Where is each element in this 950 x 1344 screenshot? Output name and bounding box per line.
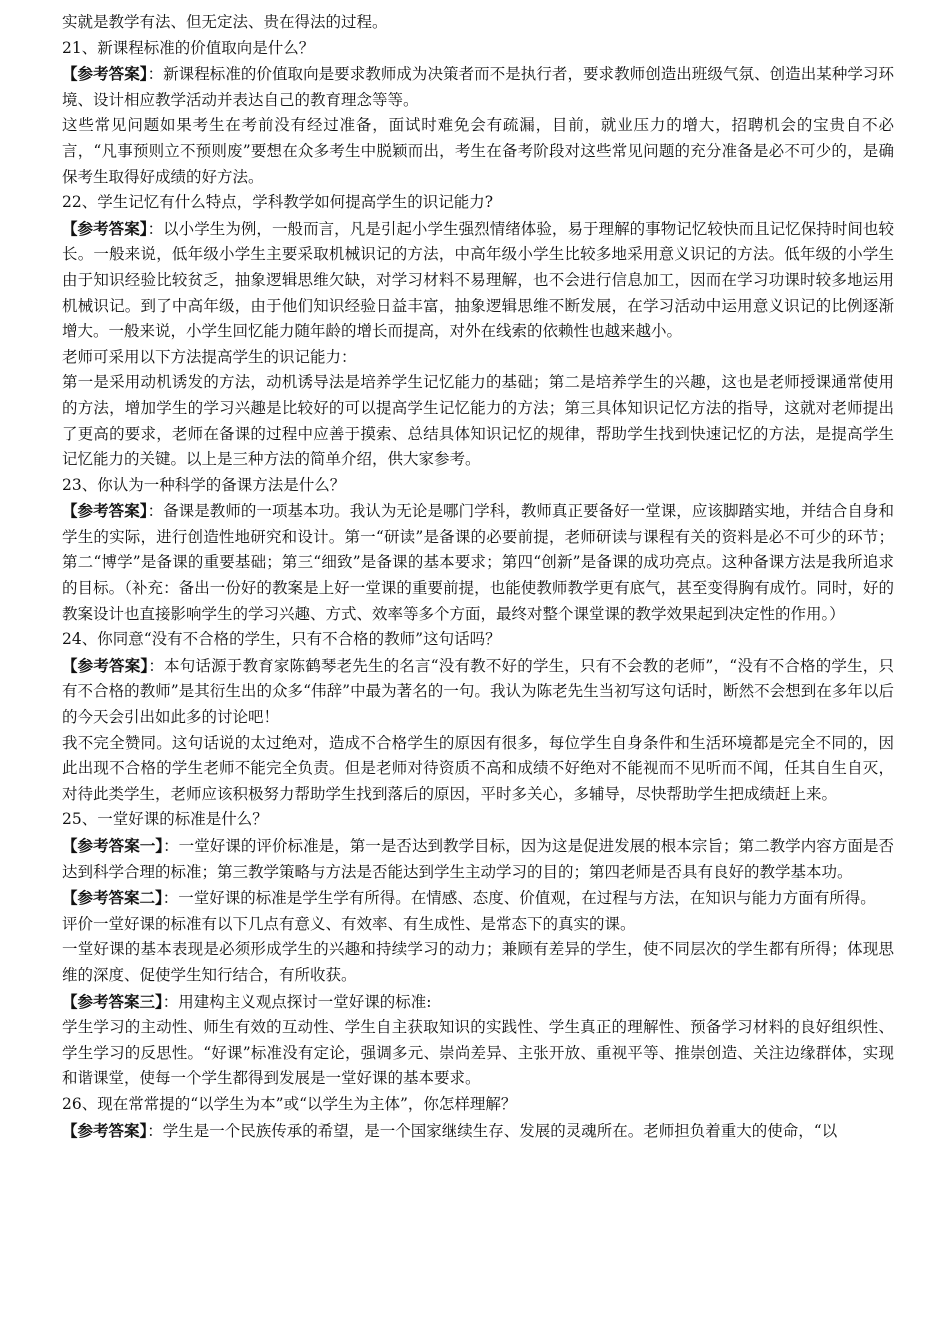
answer-text: ：一堂好课的评价标准是，第一是否达到教学目标，因为这是促进发展的根本宗旨；第二教学内容方面是否达到科学合理的标准；第三教学策略与方法是否能达到学生主动学习的目的；第四老师是否具有良好的教学基本功。 bbox=[62, 837, 894, 881]
paragraph-text: 第一是采用动机诱发的方法，动机诱导法是培养学生记忆能力的基础；第二是培养学生的兴趣，这也是老师授课通常使用的方法，增加学生的学习兴趣是比较好的可以提高学生记忆能力的方法；第三具体知识记忆方法的指导，这就对老师提出了更高的要求，老师在备课的过程中应善于摸索、总结具体知识记忆的规律，帮助学生找到快速记忆的方法，是提高学生记忆能力的关键。以上是三种方法的简单介绍，供大家参考。 bbox=[62, 373, 894, 469]
answer-tag: 【参考答案】 bbox=[62, 655, 149, 675]
answer-tag: 【参考答案】 bbox=[62, 501, 148, 521]
answer-text: ：一堂好课的标准是学生学有所得。在情感、态度、价值观，在过程与方法，在知识与能力方面有所得。 bbox=[162, 889, 876, 908]
paragraph-text: 实就是教学有法、但无定法、贵在得法的过程。 bbox=[62, 13, 388, 31]
question-text: 24、你同意“没有不合格的学生，只有不合格的教师”这句话吗？ bbox=[62, 630, 501, 649]
answer-21 bbox=[62, 61, 894, 113]
answer-tag: 【参考答案】 bbox=[62, 218, 148, 238]
paragraph-opinion bbox=[62, 731, 894, 808]
question-23 bbox=[62, 473, 894, 499]
paragraph-text: 这些常见问题如果考生在考前没有经过准备，面试时难免会有疏漏，目前，就业压力的增大，招聘机会的宝贵自不必言，“凡事预则立不预则废”要想在众多考生中脱颖而出，考生在备考阶段对这些常见问题的充分准备是必不可少的，是确保考生取得好成绩的好方法。 bbox=[62, 116, 894, 186]
answer-tag: 【参考答案三】 bbox=[62, 991, 163, 1011]
answer-25-2 bbox=[62, 885, 894, 912]
answer-22 bbox=[62, 216, 894, 345]
answer-text: ：备课是教师的一项基本功。我认为无论是哪门学科，教师真正要备好一堂课，应该脚踏实地，并结合自身和学生的实际，进行创造性地研究和设计。第一“研读”是备课的必要前提，老师研读与课程有关的资料是必不可少的环节；第二“博学”是备课的重要基础；第三“细致”是备课的基本要求；第四“创新”是备课的成功亮点。这种备课方法是我所追求的目标。（补充：备出一份好的教案是上好一堂课的重要前提，也能使教师教学更有底气，甚至变得胸有成竹。同时，好的教案设计也直接影响学生的学习兴趣、方式、效率等多个方面，最终对整个课堂课的教学效果起到决定性的作用。） bbox=[62, 502, 894, 623]
paragraph-text: 老师可采用以下方法提高学生的识记能力： bbox=[62, 347, 357, 366]
answer-24 bbox=[62, 653, 894, 731]
question-text: 26、现在常常提的“以学生为本”或“以学生为主体”，你怎样理解？ bbox=[62, 1094, 517, 1113]
question-26 bbox=[62, 1092, 894, 1118]
answer-tag: 【参考答案二】 bbox=[62, 888, 163, 908]
paragraph-text: 评价一堂好课的标准有以下几点有意义、有效率、有生成性、是常态下的真实的课。 bbox=[62, 914, 636, 933]
answer-text: ：以小学生为例，一般而言，凡是引起小学生强烈情绪体验，易于理解的事物记忆较快而且记忆保持时间也较长。一般来说，低年级小学生主要采取机械识记的方法，中高年级小学生比较多地采用意义识记的方法。低年级的小学生由于知识经验比较贫乏，抽象逻辑思维欠缺，对学习材料不易理解，也不会进行信息加工，因而在学习功课时较多地运用机械识记。到了中高年级，由于他们知识经验日益丰富，抽象逻辑思维不断发展，在学习活动中运用意义识记的比例逐渐增大。一般来说，小学生回忆能力随年龄的增长而提高，对外在线索的依赖性也越来越小。 bbox=[62, 219, 894, 341]
answer-text: ：本句话源于教育家陈鹤琴老先生的名言“没有教不好的学生，只有不会教的老师”，“没有不合格的学生，只有不合格的教师”是其衍生出的众多“伟辞”中最为著名的一句。我认为陈老先生当初写这句话时，断然不会想到在多年以后的今天会引出如此多的讨论吧！ bbox=[62, 656, 894, 727]
paragraph-continuation bbox=[62, 10, 894, 36]
answer-25-3 bbox=[62, 989, 894, 1016]
answer-text: ：用建构主义观点探讨一堂好课的标准: bbox=[162, 992, 432, 1011]
paragraph-methods-intro bbox=[62, 345, 894, 371]
question-text: 23、你认为一种科学的备课方法是什么？ bbox=[62, 475, 346, 494]
paragraph-note bbox=[62, 113, 894, 190]
question-25 bbox=[62, 807, 894, 833]
paragraph-performance bbox=[62, 937, 894, 988]
paragraph-constructivism bbox=[62, 1015, 894, 1092]
answer-25-1 bbox=[62, 833, 894, 885]
answer-tag: 【参考答案】 bbox=[62, 1120, 148, 1140]
question-22 bbox=[62, 190, 894, 216]
question-24 bbox=[62, 627, 894, 653]
answer-text: ：学生是一个民族传承的希望，是一个国家继续生存、发展的灵魂所在。老师担负着重大的使命，“以 bbox=[147, 1121, 838, 1140]
paragraph-text: 我不完全赞同。这句话说的太过绝对，造成不合格学生的原因有很多，每位学生自身条件和生活环境都是完全不同的，因此出现不合格的学生老师不能完全负责。但是老师对待资质不高和成绩不好绝对不能视而不见听而不闻，任其自生自灭，对待此类学生，老师应该积极努力帮助学生找到落后的原因，平时多关心，多辅导，尽快帮助学生把成绩赶上来。 bbox=[62, 733, 894, 803]
question-21 bbox=[62, 36, 894, 62]
question-text: 22、学生记忆有什么特点，学科教学如何提高学生的识记能力? bbox=[62, 193, 494, 212]
answer-text: ：新课程标准的价值取向是要求教师成为决策者而不是执行者，要求教师创造出班级气氛、创造出某种学习环境、设计相应教学活动并表达自己的教育理念等等。 bbox=[62, 65, 894, 109]
paragraph-text: 学生学习的主动性、师生有效的互动性、学生自主获取知识的实践性、学生真正的理解性、预备学习材料的良好组织性、学生学习的反思性。“好课”标准没有定论，强调多元、崇尚差异、主张开放、重视平等、推崇创造、关注边缘群体，实现和谐课堂，使每一个学生都得到发展是一堂好课的基本要求。 bbox=[62, 1018, 894, 1088]
paragraph-criteria bbox=[62, 912, 894, 938]
answer-23 bbox=[62, 498, 894, 627]
paragraph-text: 一堂好课的基本表现是必须形成学生的兴趣和持续学习的动力；兼顾有差异的学生，使不同层次的学生都有所得；体现思维的深度、促使学生知行结合，有所收获。 bbox=[62, 940, 894, 984]
answer-tag: 【参考答案一】 bbox=[62, 836, 164, 855]
answer-26 bbox=[62, 1118, 894, 1145]
answer-tag: 【参考答案】 bbox=[62, 64, 148, 84]
question-text: 21、新课程标准的价值取向是什么？ bbox=[62, 38, 315, 57]
paragraph-methods bbox=[62, 370, 894, 472]
question-text: 25、一堂好课的标准是什么？ bbox=[62, 810, 268, 829]
